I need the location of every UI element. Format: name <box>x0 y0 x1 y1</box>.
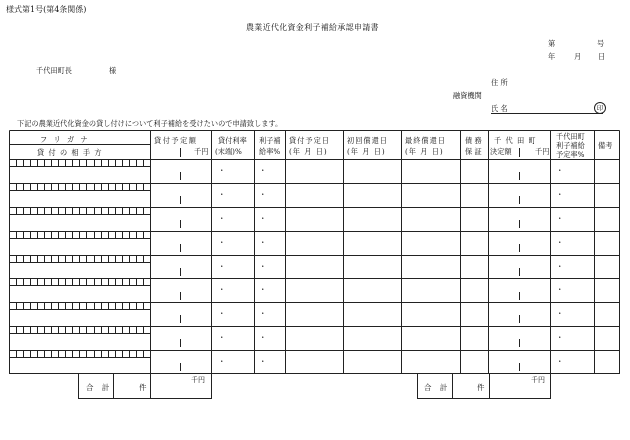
doc-number-suffix: 号 <box>597 39 605 48</box>
town-rate-decimal: ・ <box>556 237 564 247</box>
header-final-repay-sub: (年 月 日) <box>405 147 444 156</box>
total-label-right: 合 計 <box>424 383 451 392</box>
subsidy-rate-decimal: ・ <box>259 261 267 271</box>
name-label: 氏 名 <box>491 104 508 113</box>
header-town-rate-sub2: 予定率% <box>556 150 585 159</box>
loan-rate-decimal: ・ <box>218 213 226 223</box>
header-first-repay-sub: (年 月 日) <box>347 147 386 156</box>
loan-rate-decimal: ・ <box>218 261 226 271</box>
town-rate-decimal: ・ <box>556 333 564 343</box>
header-first-repay: 初回償還日 <box>347 136 388 145</box>
header-guarantee: 債 務 <box>465 136 482 145</box>
loan-rate-decimal: ・ <box>218 357 226 367</box>
town-rate-decimal: ・ <box>556 165 564 175</box>
header-loan-rate-sub: (末端)% <box>215 147 242 156</box>
header-town-decision-sub: 決定額 <box>490 147 512 156</box>
header-town-decision: 千 代 田 町 <box>494 136 537 145</box>
header-loan-amount-unit: 千円 <box>194 147 209 156</box>
statement-text: 下記の農業近代化資金の貸し付けについて利子補給を受けたいので申請致します。 <box>17 119 283 128</box>
town-rate-decimal: ・ <box>556 213 564 223</box>
header-subsidy-rate-sub: 給率% <box>259 147 281 156</box>
loan-rate-decimal: ・ <box>218 333 226 343</box>
addressee-honorific: 様 <box>109 66 117 75</box>
header-loan-date-sub: (年 月 日) <box>289 147 328 156</box>
subsidy-rate-decimal: ・ <box>259 213 267 223</box>
header-borrower: 貸 付 の 相 手 方 <box>37 148 103 157</box>
loan-rate-decimal: ・ <box>218 309 226 319</box>
subsidy-rate-decimal: ・ <box>259 333 267 343</box>
addressee: 千代田町長 <box>36 66 72 75</box>
header-final-repay: 最終償還日 <box>405 136 446 145</box>
subsidy-rate-decimal: ・ <box>259 189 267 199</box>
doc-number-prefix: 第 <box>548 39 556 48</box>
header-town-decision-unit: 千円 <box>535 147 550 156</box>
total-amount-unit-left: 千円 <box>191 376 205 384</box>
header-loan-amount: 貸付予定額 <box>154 136 198 145</box>
name-underline <box>491 113 603 114</box>
town-rate-decimal: ・ <box>556 357 564 367</box>
town-rate-decimal: ・ <box>556 309 564 319</box>
header-loan-rate: 貸付利率 <box>218 136 247 145</box>
header-town-rate-sub1: 利子補給 <box>556 141 585 150</box>
subsidy-rate-decimal: ・ <box>259 165 267 175</box>
seal-icon: 印 <box>594 102 606 114</box>
header-loan-date: 貸付予定日 <box>289 136 330 145</box>
header-town-rate: 千代田町 <box>556 132 585 141</box>
institution-label: 融資機関 <box>453 91 482 100</box>
total-count-unit-left: 件 <box>139 383 147 392</box>
subsidy-rate-decimal: ・ <box>259 309 267 319</box>
subsidy-rate-decimal: ・ <box>259 285 267 295</box>
town-rate-decimal: ・ <box>556 285 564 295</box>
header-subsidy-rate: 利子補 <box>259 136 281 145</box>
total-amount-unit-right: 千円 <box>531 376 545 384</box>
form-number: 様式第1号(第4条関係) <box>6 5 87 14</box>
total-label-left: 合 計 <box>86 383 113 392</box>
loan-rate-decimal: ・ <box>218 285 226 295</box>
date-year: 年 <box>548 52 556 61</box>
loan-rate-decimal: ・ <box>218 165 226 175</box>
total-count-unit-right: 件 <box>477 383 485 392</box>
header-furigana: フ リ ガ ナ <box>40 135 90 144</box>
town-rate-decimal: ・ <box>556 261 564 271</box>
header-guarantee-sub: 保 証 <box>465 147 482 156</box>
address-label: 住 所 <box>491 78 508 87</box>
loan-rate-decimal: ・ <box>218 237 226 247</box>
town-rate-decimal: ・ <box>556 189 564 199</box>
loan-rate-decimal: ・ <box>218 189 226 199</box>
form-title: 農業近代化資金利子補給承認申請書 <box>246 23 379 32</box>
header-remarks: 備考 <box>598 141 613 150</box>
application-table <box>9 130 620 374</box>
subsidy-rate-decimal: ・ <box>259 357 267 367</box>
date-month: 月 <box>574 52 582 61</box>
subsidy-rate-decimal: ・ <box>259 237 267 247</box>
date-day: 日 <box>598 52 606 61</box>
